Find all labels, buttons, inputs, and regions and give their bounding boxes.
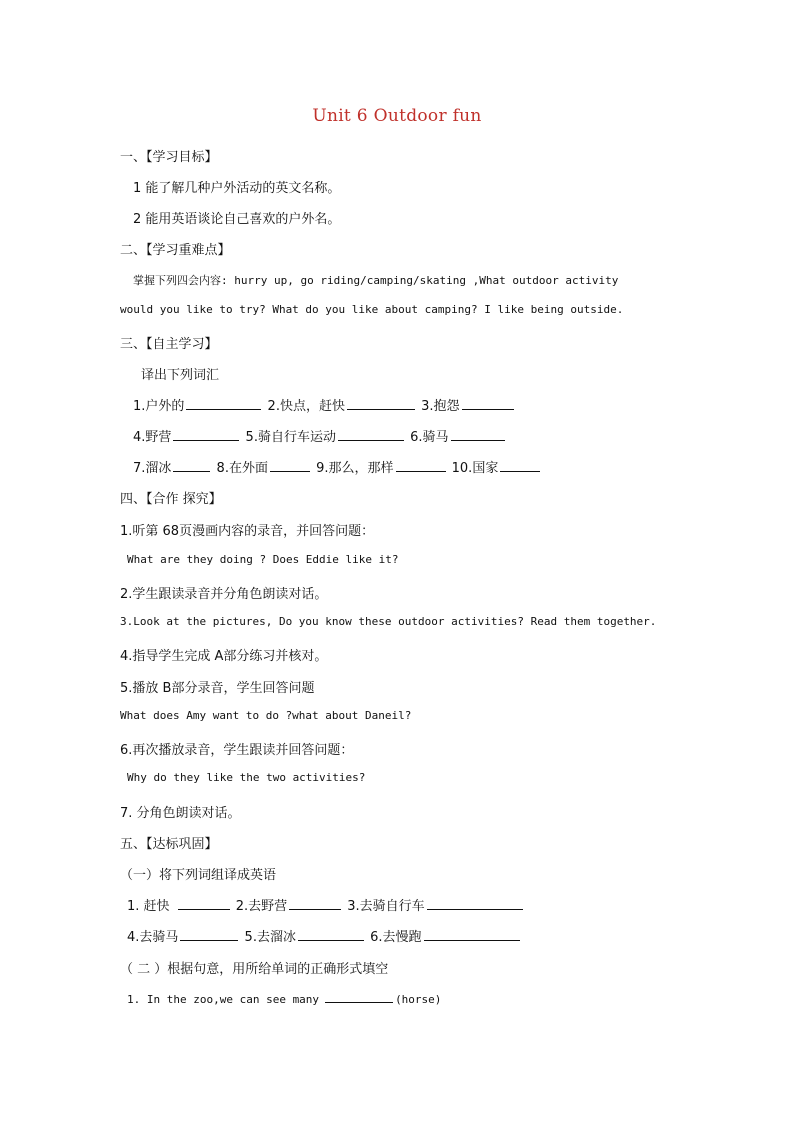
- activity-1-question: What are they doing ? Does Eddie like it?: [127, 553, 399, 566]
- answer-blank[interactable]: [424, 928, 520, 941]
- answer-blank[interactable]: [186, 397, 261, 410]
- answer-blank[interactable]: [427, 897, 523, 910]
- activity-7: 7. 分角色朗读对话。: [120, 806, 241, 821]
- activity-5: 5.播放 B部分录音，学生回答问题: [120, 681, 315, 696]
- answer-blank[interactable]: [347, 397, 415, 410]
- vocab-item: 8.在外面: [216, 461, 268, 476]
- answer-blank[interactable]: [325, 990, 393, 1003]
- activity-5-question: What does Amy want to do ?what about Daneil?: [120, 709, 412, 722]
- vocab-item: 7.溜冰: [133, 461, 172, 476]
- phrase-item: 6.去慢跑: [370, 930, 422, 945]
- vocab-item: 5.骑自行车运动: [245, 430, 336, 445]
- phrase-item: 3.去骑自行车: [347, 899, 425, 914]
- vocab-item: 4.野营: [133, 430, 172, 445]
- answer-blank[interactable]: [178, 897, 230, 910]
- section-3-heading: 三、【自主学习】: [120, 337, 218, 352]
- phrase-item: 1. 赶快: [127, 899, 170, 914]
- activity-3: 3.Look at the pictures, Do you know these outdoor activities? Read them together.: [120, 615, 657, 628]
- vocab-item: 1.户外的: [133, 399, 185, 414]
- objective-1: 1 能了解几种户外活动的英文名称。: [133, 181, 341, 196]
- vocab-item: 3.抱怨: [421, 399, 460, 414]
- phrase-item: 4.去骑马: [127, 930, 179, 945]
- phrase-row-1: [127, 895, 525, 914]
- vocab-item: 2.快点，赶快: [267, 399, 345, 414]
- question-text: 1. In the zoo,we can see many: [127, 993, 320, 1006]
- answer-blank[interactable]: [270, 459, 310, 472]
- activity-6: 6.再次播放录音，学生跟读并回答问题：: [120, 743, 354, 758]
- exercise-1-instruction: （一）将下列词组译成英语: [120, 868, 277, 883]
- vocab-row-2: [133, 426, 507, 445]
- activity-4: 4.指导学生完成 A部分练习并核对。: [120, 649, 328, 664]
- answer-blank[interactable]: [289, 897, 341, 910]
- answer-blank[interactable]: [396, 459, 446, 472]
- answer-blank[interactable]: [462, 397, 514, 410]
- activity-6-question: Why do they like the two activities?: [127, 771, 366, 784]
- phrase-row-2: [127, 926, 522, 945]
- answer-blank[interactable]: [500, 459, 540, 472]
- vocab-instruction: 译出下列词汇: [141, 368, 220, 383]
- answer-blank[interactable]: [298, 928, 364, 941]
- section-5-heading: 五、【达标巩固】: [120, 837, 218, 852]
- vocab-item: 6.骑马: [410, 430, 449, 445]
- key-content-line-2: would you like to try? What do you like about camping? I like being outside.: [120, 303, 624, 316]
- activity-1: 1.听第 68页漫画内容的录音，并回答问题：: [120, 524, 375, 539]
- fill-question-1: [127, 990, 441, 1006]
- vocab-row-3: [133, 457, 542, 476]
- exercise-2-instruction: （ 二 ）根据句意，用所给单词的正确形式填空: [120, 962, 389, 977]
- vocab-item: 10.国家: [451, 461, 499, 476]
- answer-blank[interactable]: [338, 428, 404, 441]
- key-content-line-1: 掌握下列四会内容: hurry up, go riding/camping/skating ,What outdoor activity: [133, 274, 619, 287]
- answer-blank[interactable]: [451, 428, 505, 441]
- vocab-item: 9.那么，那样: [316, 461, 394, 476]
- question-hint: (horse): [395, 993, 442, 1006]
- phrase-item: 2.去野营: [235, 899, 288, 914]
- activity-2: 2.学生跟读录音并分角色朗读对话。: [120, 587, 328, 602]
- vocab-row-1: [133, 395, 516, 414]
- document-title: Unit 6 Outdoor fun: [312, 106, 482, 126]
- answer-blank[interactable]: [173, 459, 210, 472]
- objective-2: 2 能用英语谈论自己喜欢的户外名。: [133, 212, 341, 227]
- answer-blank[interactable]: [180, 928, 238, 941]
- section-4-heading: 四、【合作 探究】: [120, 492, 222, 507]
- section-2-heading: 二、【学习重难点】: [120, 243, 231, 258]
- phrase-item: 5.去溜冰: [244, 930, 296, 945]
- section-1-heading: 一、【学习目标】: [120, 150, 218, 165]
- answer-blank[interactable]: [173, 428, 239, 441]
